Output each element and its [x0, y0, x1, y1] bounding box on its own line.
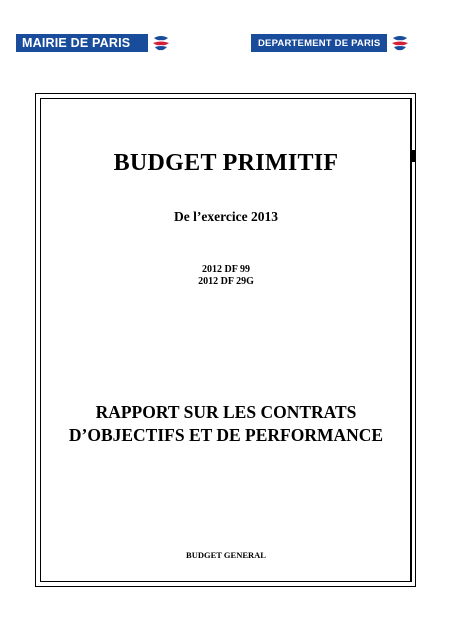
- mairie-de-paris-logo-text: MAIRIE DE PARIS: [16, 34, 148, 52]
- paris-ship-emblem-icon: [150, 34, 172, 52]
- report-title-line-2: D’OBJECTIFS ET DE PERFORMANCE: [68, 425, 384, 445]
- document-title: BUDGET PRIMITIF: [113, 150, 339, 176]
- mairie-de-paris-logo: [16, 34, 172, 52]
- budget-section-label: BUDGET GENERAL: [186, 550, 266, 560]
- reference-number-1: 2012 DF 99: [202, 264, 250, 275]
- departement-de-paris-logo-text: DEPARTEMENT DE PARIS: [251, 34, 387, 52]
- document-subtitle: De l’exercice 2013: [174, 209, 278, 224]
- reference-number-2: 2012 DF 29G: [198, 276, 254, 287]
- departement-de-paris-logo: [251, 34, 411, 52]
- report-title-line-1: RAPPORT SUR LES CONTRATS: [95, 402, 357, 422]
- paris-ship-emblem-icon: [389, 34, 411, 52]
